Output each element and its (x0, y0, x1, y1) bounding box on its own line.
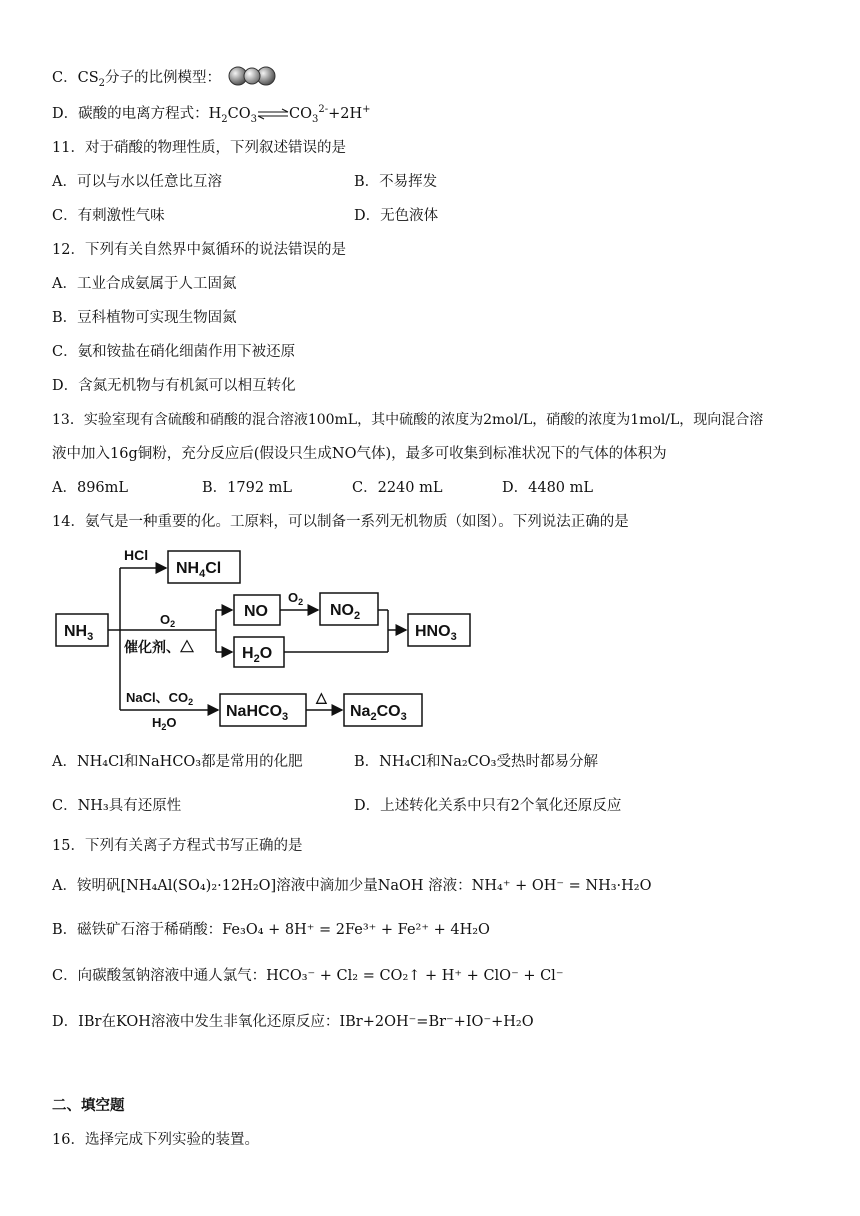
hcl-label: HCl (124, 547, 149, 563)
q12-option-d: D．含氮无机物与有机氮可以相互转化 (52, 378, 296, 394)
heat-label: △ (316, 689, 327, 705)
q11-option-c: C．有刺激性气味 (52, 208, 165, 224)
q13-option-b: B．1792 mL (202, 480, 293, 496)
o2-label: $O_2$ (160, 612, 176, 629)
o2b-label: $O_2$ (288, 590, 304, 607)
nh3-label: $NH_3$ (64, 623, 94, 643)
q14-option-c: C．NH₃具有还原性 (52, 798, 182, 814)
cs2-space-filling-model-icon (228, 66, 276, 90)
q16-stem: 16．选择完成下列实验的装置。 (52, 1132, 259, 1148)
q11-stem: 11．对于硝酸的物理性质，下列叙述错误的是 (52, 140, 346, 156)
q12-stem: 12．下列有关自然界中氮循环的说法错误的是 (52, 242, 346, 258)
nahco3-label: NaHCO$_3$ (226, 703, 289, 723)
q13-option-c: C．2240 mL (352, 480, 443, 496)
q15-option-c: C．向碳酸氢钠溶液中通人氯气：HCO₃⁻ + Cl₂ = CO₂↑ + H⁺ + ClO⁻ + Cl⁻ (52, 968, 564, 984)
na2co3-label: $Na_2CO_3$ (350, 703, 407, 723)
h2o-label: $H_2O$ (242, 645, 273, 665)
catalyst-label: 催化剂、△ (124, 639, 194, 655)
q15-stem: 15．下列有关离子方程式书写正确的是 (52, 838, 303, 854)
q10-option-d: D．碳酸的电离方程式：$H_2CO_3$ $CO_3^{2-}+2H^+$ (52, 104, 371, 125)
q11-option-a: A．可以与水以任意比互溶 (52, 174, 222, 190)
q12-option-c: C．氨和铵盐在硝化细菌作用下被还原 (52, 344, 296, 360)
h2o-b-label: $H_2O$ (152, 715, 177, 730)
q11-option-d: D．无色液体 (354, 208, 439, 224)
q11-option-b: B．不易挥发 (354, 174, 438, 190)
q15-option-b: B．磁铁矿石溶于稀硝酸：Fe₃O₄ + 8H⁺ = 2Fe³⁺ + Fe²⁺ + 4H₂O (52, 922, 490, 938)
q14-stem: 14．氨气是一种重要的化。工原料，可以制备一系列无机物质（如图）。下列说法正确的是 (52, 514, 629, 530)
ammonia-conversion-diagram (50, 540, 480, 730)
q12-option-a: A．工业合成氨属于人工固氮 (52, 276, 237, 292)
q13-option-a: A．896mL (52, 480, 129, 496)
no-label: NO (244, 603, 268, 620)
q10-option-c: C．$CS_2$分子的比例模型： (52, 66, 276, 90)
hno3-label: $HNO_3$ (415, 623, 457, 643)
q13-stem-line2: 液中加入16g铜粉，充分反应后(假设只生成NO气体)，最多可收集到标准状况下的气体的体积为 (52, 446, 667, 462)
nacl-co2-label: NaCl、$CO_2$ (126, 690, 194, 707)
q15-option-a: A．铵明矾[NH₄Al(SO₄)₂·12H₂O]溶液中滴加少量NaOH 溶液：NH₄⁺ + OH⁻ = NH₃·H₂O (52, 878, 652, 894)
equilibrium-arrow-icon (257, 108, 289, 120)
nh4cl-label: $NH_4Cl$ (176, 560, 222, 580)
q15-option-d: D．IBr在KOH溶液中发生非氧化还原反应：IBr+2OH⁻=Br⁻+IO⁻+H₂O (52, 1014, 534, 1030)
q14-option-a: A．NH₄Cl和NaHCO₃都是常用的化肥 (52, 754, 303, 770)
section-title: 二、填空题 (52, 1098, 125, 1114)
q14-option-b: B．NH₄Cl和Na₂CO₃受热时都易分解 (354, 754, 598, 770)
q14-option-d: D．上述转化关系中只有2个氧化还原反应 (354, 798, 622, 814)
no2-label: $NO_2$ (330, 602, 361, 622)
q12-option-b: B．豆科植物可实现生物固氮 (52, 310, 237, 326)
q13-stem-line1: 13．实验室现有含硫酸和硝酸的混合溶液100mL，其中硫酸的浓度为2mol/L，硝酸的浓度为1mol/L，现向混合溶 (52, 412, 764, 428)
q13-option-d: D．4480 mL (502, 480, 594, 496)
